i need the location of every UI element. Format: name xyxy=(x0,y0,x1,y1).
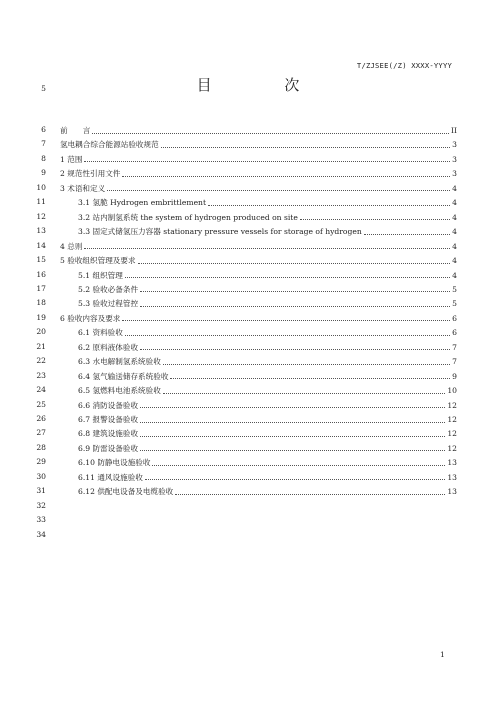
toc-entry-label: 3.2 站内制氢系统 the system of hydrogen produced on site xyxy=(78,212,298,222)
dot-leader xyxy=(163,363,450,365)
toc-entry-label: 6.2 原料液体验收 xyxy=(78,342,139,352)
line-number: 27 xyxy=(36,428,46,438)
dot-leader xyxy=(145,478,445,480)
toc-entry-label: 5 验收组织管理及要求 xyxy=(60,256,136,266)
dot-leader xyxy=(125,276,450,278)
page-title: 目 次 xyxy=(196,76,334,94)
toc-entry-page: 13 xyxy=(447,458,457,468)
toc-entry-page: 13 xyxy=(447,487,457,497)
line-number: 33 xyxy=(36,515,46,525)
dot-leader xyxy=(170,377,450,379)
toc-entry-label: 3.3 固定式储氢压力容器 stationary pressure vessels for storage of hydrogen xyxy=(78,227,362,237)
toc-entry-label: 3.1 氢脆 Hydrogen embrittlement xyxy=(78,198,207,208)
toc-entry[interactable] xyxy=(60,139,457,150)
toc-entry-label: 2 规范性引用文件 xyxy=(60,169,121,179)
toc-entry[interactable] xyxy=(78,428,457,439)
line-number: 18 xyxy=(36,298,46,308)
toc-entry[interactable] xyxy=(60,154,457,165)
toc-entry-label: 6.11 通风设施验收 xyxy=(78,472,143,482)
line-number: 30 xyxy=(36,471,46,481)
line-number: 19 xyxy=(36,312,46,322)
toc-entry[interactable] xyxy=(78,385,457,396)
toc-entry-page: 3 xyxy=(452,154,457,164)
dot-leader xyxy=(84,160,450,162)
line-number: 8 xyxy=(41,153,46,163)
toc-entry-page: 4 xyxy=(452,198,457,208)
toc-entry-page: 4 xyxy=(452,212,457,222)
toc-entry-page: 7 xyxy=(452,342,457,352)
line-number: 15 xyxy=(36,255,46,265)
toc-entry-label: 3 术语和定义 xyxy=(60,183,106,193)
dot-leader xyxy=(122,175,450,177)
toc-entry-page: 4 xyxy=(452,241,457,251)
toc-entry[interactable] xyxy=(78,212,457,223)
line-number: 16 xyxy=(36,269,46,279)
toc-entry-page: 6 xyxy=(452,328,457,338)
line-number: 6 xyxy=(41,125,46,134)
dot-leader xyxy=(140,305,450,307)
toc-entry[interactable] xyxy=(78,356,457,367)
toc-entry[interactable] xyxy=(78,270,457,281)
toc-entry-label: 6.4 氢气输送储存系统验收 xyxy=(78,371,169,381)
toc-entry[interactable] xyxy=(78,342,457,353)
dot-leader xyxy=(163,392,445,394)
toc-entry-label: 5.1 组织管理 xyxy=(78,270,123,280)
toc-entry[interactable] xyxy=(78,226,457,237)
toc-entry-label: 6 验收内容及要求 xyxy=(60,313,121,323)
toc-entry-page: 5 xyxy=(452,299,457,309)
toc-entry[interactable] xyxy=(60,241,457,252)
dot-leader xyxy=(140,290,450,292)
line-number: 28 xyxy=(36,442,46,452)
dot-leader xyxy=(122,319,450,321)
toc-entry[interactable] xyxy=(78,486,457,497)
line-number: 5 xyxy=(41,84,46,93)
line-number: 24 xyxy=(36,385,46,395)
dot-leader xyxy=(152,464,445,466)
toc-entry-page: 10 xyxy=(447,386,457,396)
line-number: 14 xyxy=(36,240,46,250)
dot-leader xyxy=(140,348,450,350)
line-number: 32 xyxy=(36,500,46,510)
toc-entry[interactable] xyxy=(78,197,457,208)
dot-leader xyxy=(125,334,450,336)
document-code-header: T/ZJSEE(/Z) XXXX-YYYY xyxy=(356,61,452,70)
toc-entry-page: 12 xyxy=(447,400,457,410)
toc-entry-page: 12 xyxy=(447,429,457,439)
dot-leader xyxy=(161,146,450,148)
toc-entry-label: 6.5 氢燃料电池系统验收 xyxy=(78,386,161,396)
toc-entry[interactable] xyxy=(78,472,457,483)
toc-entry-label: 6.1 资料验收 xyxy=(78,328,123,338)
line-number: 9 xyxy=(41,168,46,178)
line-number: 23 xyxy=(36,370,46,380)
dot-leader xyxy=(300,218,450,220)
toc-entry[interactable] xyxy=(78,298,457,309)
line-number: 31 xyxy=(36,486,46,496)
toc-entry[interactable] xyxy=(78,400,457,411)
toc-entry-page: 3 xyxy=(452,140,457,150)
toc-entry[interactable] xyxy=(60,125,457,136)
page-number: 1 xyxy=(440,650,445,659)
line-number: 13 xyxy=(36,226,46,236)
toc-entry-page: 12 xyxy=(447,415,457,424)
toc-entry-label: 6.12 供配电设备及电缆验收 xyxy=(78,487,174,497)
toc-entry-label: 5.3 验收过程管控 xyxy=(78,299,139,309)
line-number: 21 xyxy=(36,341,46,351)
toc-entry-label: 氢电耦合综合能源站验收规范 xyxy=(60,140,159,150)
toc-entry-page: 6 xyxy=(452,313,457,323)
toc-entry-page: 5 xyxy=(452,284,457,294)
dot-leader xyxy=(84,247,450,249)
toc-entry-label: 6.8 建筑设施验收 xyxy=(78,429,139,439)
line-number: 10 xyxy=(36,182,46,192)
line-number: 26 xyxy=(36,414,46,423)
dot-leader xyxy=(140,406,445,408)
toc-entry-page: 4 xyxy=(452,256,457,266)
toc-entry-label: 4 总则 xyxy=(60,241,83,251)
toc-entry-page: 4 xyxy=(452,270,457,280)
toc-entry[interactable] xyxy=(78,414,457,425)
toc-entry-page: II xyxy=(451,126,457,135)
toc-entry-label: 6.6 消防设备验收 xyxy=(78,400,139,410)
line-number: 20 xyxy=(36,327,46,337)
toc-entry[interactable] xyxy=(60,168,457,179)
toc-entry-label: 6.10 防静电设施验收 xyxy=(78,458,151,468)
toc-entry-page: 9 xyxy=(452,371,457,381)
dot-leader xyxy=(140,435,445,437)
line-number: 22 xyxy=(36,356,46,366)
toc-entry-label: 6.9 防雷设备验收 xyxy=(78,443,139,453)
dot-leader xyxy=(208,204,450,206)
line-number: 25 xyxy=(36,399,46,409)
toc-entry-page: 13 xyxy=(447,472,457,482)
toc-entry[interactable] xyxy=(60,183,457,194)
toc-entry[interactable] xyxy=(78,443,457,454)
toc-entry[interactable] xyxy=(78,284,457,295)
dot-leader xyxy=(140,449,445,451)
line-number: 29 xyxy=(36,457,46,467)
toc-entry-page: 7 xyxy=(452,357,457,367)
line-number: 12 xyxy=(36,211,46,221)
dot-leader xyxy=(107,189,450,191)
dot-leader xyxy=(92,132,449,134)
toc-entry-label: 1 范围 xyxy=(60,154,83,164)
toc-entry[interactable] xyxy=(60,255,457,266)
toc-entry[interactable] xyxy=(78,327,457,338)
dot-leader xyxy=(364,233,450,235)
line-number: 7 xyxy=(41,139,46,149)
toc-entry-label: 5.2 验收必备条件 xyxy=(78,284,139,294)
toc-entry-label: 6.3 水电解制氢系统验收 xyxy=(78,357,161,367)
toc-entry[interactable] xyxy=(60,313,457,324)
dot-leader xyxy=(140,421,445,423)
toc-entry[interactable] xyxy=(78,457,457,468)
toc-entry[interactable] xyxy=(78,371,457,382)
line-number: 17 xyxy=(36,283,46,293)
toc-entry-label: 前 言 xyxy=(60,126,91,135)
dot-leader xyxy=(138,262,451,264)
dot-leader xyxy=(175,493,445,495)
toc-entry-page: 4 xyxy=(452,227,457,237)
line-number: 11 xyxy=(36,197,46,207)
toc-entry-page: 3 xyxy=(452,169,457,179)
toc-entry-page: 4 xyxy=(452,183,457,193)
toc-entry-label: 6.7 报警设备验收 xyxy=(78,415,139,424)
toc-entry-page: 12 xyxy=(447,443,457,453)
line-number: 34 xyxy=(36,529,46,539)
